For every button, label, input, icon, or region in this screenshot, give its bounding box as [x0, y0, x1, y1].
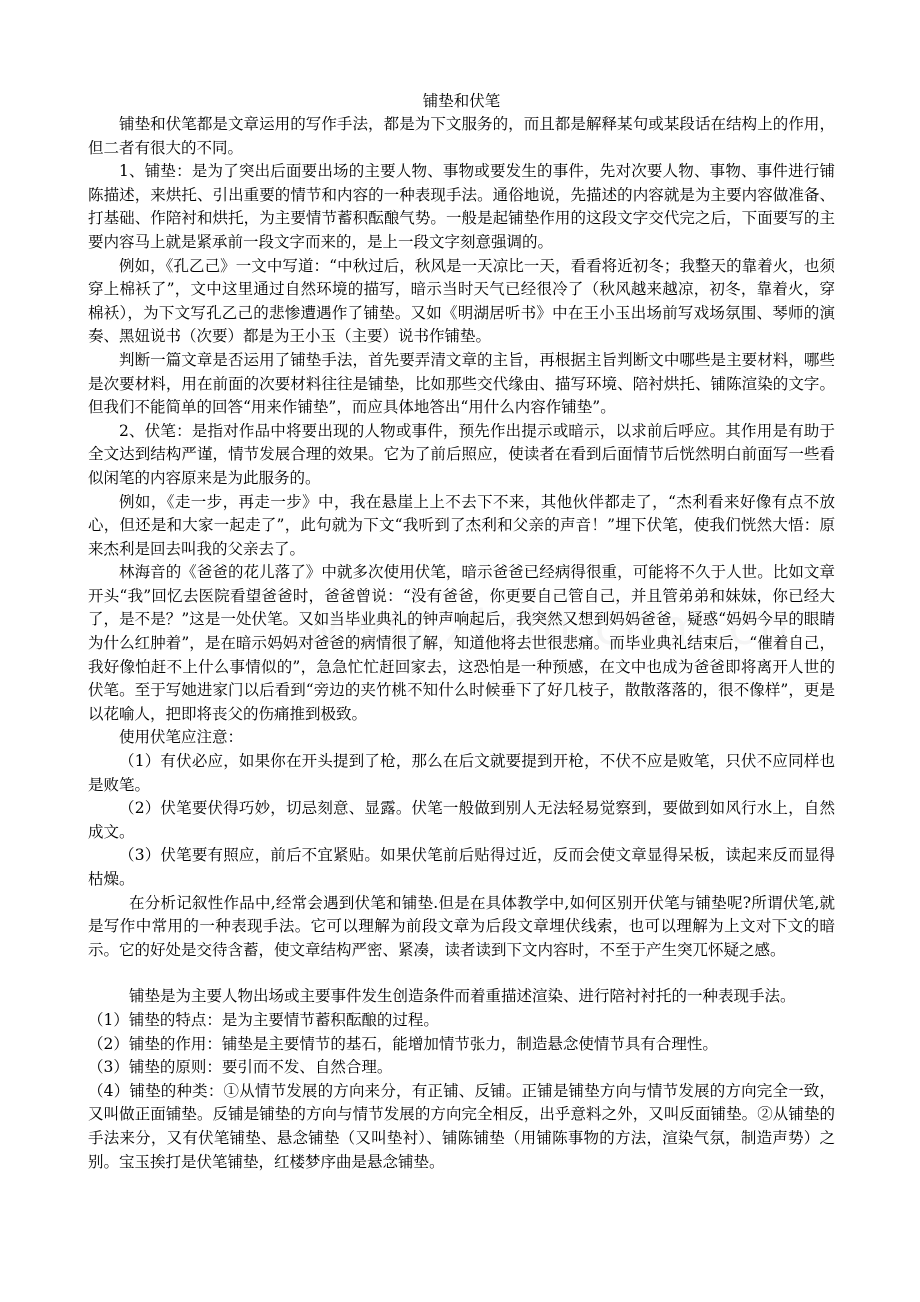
paragraph-analysis: 在分析记叙性作品中,经常会遇到伏笔和铺垫.但是在具体教学中,如何区别开伏笔与铺垫呢?所谓伏笔,就是写作中常用的一种表现手法。它可以理解为前段文章为后段文章埋伏线索，也可以理解为上文对下文的暗示。它的好处是交待含蓄，使文章结构严密、紧凑，读者读到下文内容时，不至于产生突兀怀疑之感。	[88, 893, 835, 959]
paragraph-fubi-notes-heading: 使用伏笔应注意：	[119, 728, 244, 747]
paragraph-gap	[88, 962, 835, 985]
paragraph-pudian-example: 例如，《孔乙己》一文中写道：“中秋过后，秋风是一天凉比一天，看看将近初冬；我整天的靠着火，也须穿上棉袄了”，文中这里通过自然环境的描写，暗示当时天气已经很冷了（秋风越来越凉，初冬，靠着火，穿棉袄），为下文写孔乙己的悲惨遭遇作了铺垫。又如《明湖居听书》中在王小玉出场前写戏场氛围、琴师的演奏、黑妞说书（次要）都是为王小玉（主要）说书作铺垫。	[88, 256, 835, 346]
document-title: 铺垫和伏笔	[422, 92, 501, 110]
paragraph-fubi-note-2: （2）伏笔要伏得巧妙，切忌刻意、显露。伏笔一般做到别人无法轻易觉察到，要做到如风行水上，自然成文。	[88, 799, 835, 841]
paragraph-pudian-judgement: 判断一篇文章是否运用了铺垫手法，首先要弄清文章的主旨，再根据主旨判断文中哪些是主要材料，哪些是次要材料，用在前面的次要材料往往是铺垫，比如那些交代缘由、描写环境、陪衬烘托、铺陈渲染的文字。但我们不能简单的回答“用来作铺垫”，而应具体地答出“用什么内容作铺垫”。	[88, 350, 835, 417]
paragraph-intro: 铺垫和伏笔都是文章运用的写作手法，都是为下文服务的，而且都是解释某句或某段话在结构上的作用，但二者有很大的不同。	[88, 115, 835, 157]
paragraph-pudian-definition: 1、铺垫：是为了突出后面要出场的主要人物、事物或要发生的事件，先对次要人物、事物、事件进行铺陈描述，来烘托、引出重要的情节和内容的一种表现手法。通俗地说，先描述的内容就是为主要内容做准备、打基础、作陪衬和烘托，为主要情节蓄积酝酿气势。一般是起铺垫作用的这段文字交代完之后，下面要写的主要内容马上就是紧承前一段文字而来的，是上一段文字刻意强调的。	[88, 162, 835, 251]
paragraph-pudian-summary: 铺垫是为主要人物出场或主要事件发生创造条件而着重描述渲染、进行陪衬衬托的一种表现手法。	[129, 987, 796, 1006]
paragraph-fubi-note-3: （3）伏笔要有照应，前后不宜紧贴。如果伏笔前后贴得过近，反而会使文章显得呆板，读起来反而显得枯燥。	[88, 846, 835, 888]
paragraph-pudian-function: （2）铺垫的作用：铺垫是主要情节的基石，能增加情节张力，制造悬念使情节具有合理性。	[88, 1034, 718, 1053]
paragraph-pudian-types: （4）铺垫的种类：①从情节发展的方向来分，有正铺、反铺。正铺是铺垫方向与情节发展的方向完全一致，又叫做正面铺垫。反铺是铺垫的方向与情节发展的方向完全相反，出乎意料之外，又叫反面铺垫。②从铺垫的手法来分，又有伏笔铺垫、悬念铺垫（又叫垫衬）、铺陈铺垫（用铺陈事物的方法，渲染气氛，制造声势）之别。宝玉挨打是伏笔铺垫，红楼梦序曲是悬念铺垫。	[88, 1081, 835, 1171]
document-page	[88, 90, 835, 1174]
paragraph-pudian-feature: （1）铺垫的特点：是为主要情节蓄积酝酿的过程。	[88, 1010, 439, 1029]
paragraph-fubi-example-1: 例如，《走一步，再走一步》中，我在悬崖上上不去下不来，其他伙伴都走了，“杰利看来好像有点不放心，但还是和大家一起走了”，此句就为下文“我听到了杰利和父亲的声音！”埋下伏笔，使我们恍然大悟：原来杰利是回去叫我的父亲去了。	[88, 492, 835, 558]
paragraph-fubi-note-1: （1）有伏必应，如果你在开头提到了枪，那么在后文就要提到开枪，不伏不应是败笔，只伏不应同样也是败笔。	[88, 752, 835, 794]
paragraph-pudian-principle: （3）铺垫的原则：要引而不发、自然合理。	[88, 1058, 393, 1077]
paragraph-fubi-example-2: 林海音的《爸爸的花儿落了》中就多次使用伏笔，暗示爸爸已经病得很重，可能将不久于人世。比如文章开头“我”回忆去医院看望爸爸时，爸爸曾说：“没有爸爸，你更要自己管自己，并且管弟弟和妹妹，你已经大了，是不是？”这是一处伏笔。又如当毕业典礼的钟声响起后，我突然又想到妈妈爸爸，疑惑“妈妈今早的眼睛为什么红肿着”，是在暗示妈妈对爸爸的病情很了解，知道他将去世很悲痛。而毕业典礼结束后，“催着自己，我好像怕赶不上什么事情似的”，急急忙忙赶回家去，这恐怕是一种预感，在文中也成为爸爸即将离开人世的伏笔。至于写她进家门以后看到“旁边的夹竹桃不知什么时候垂下了好几枝子，散散落落的，很不像样”，更是以花喻人，把即将丧父的伤痛推到极致。	[88, 563, 835, 723]
paragraph-fubi-definition: 2、伏笔：是指对作品中将要出现的人物或事件，预先作出提示或暗示，以求前后呼应。其作用是有助于全文达到结构严谨，情节发展合理的效果。它为了前后照应，使读者在看到后面情节后恍然明白前面写一些看似闲笔的内容原来是为此服务的。	[88, 421, 835, 487]
